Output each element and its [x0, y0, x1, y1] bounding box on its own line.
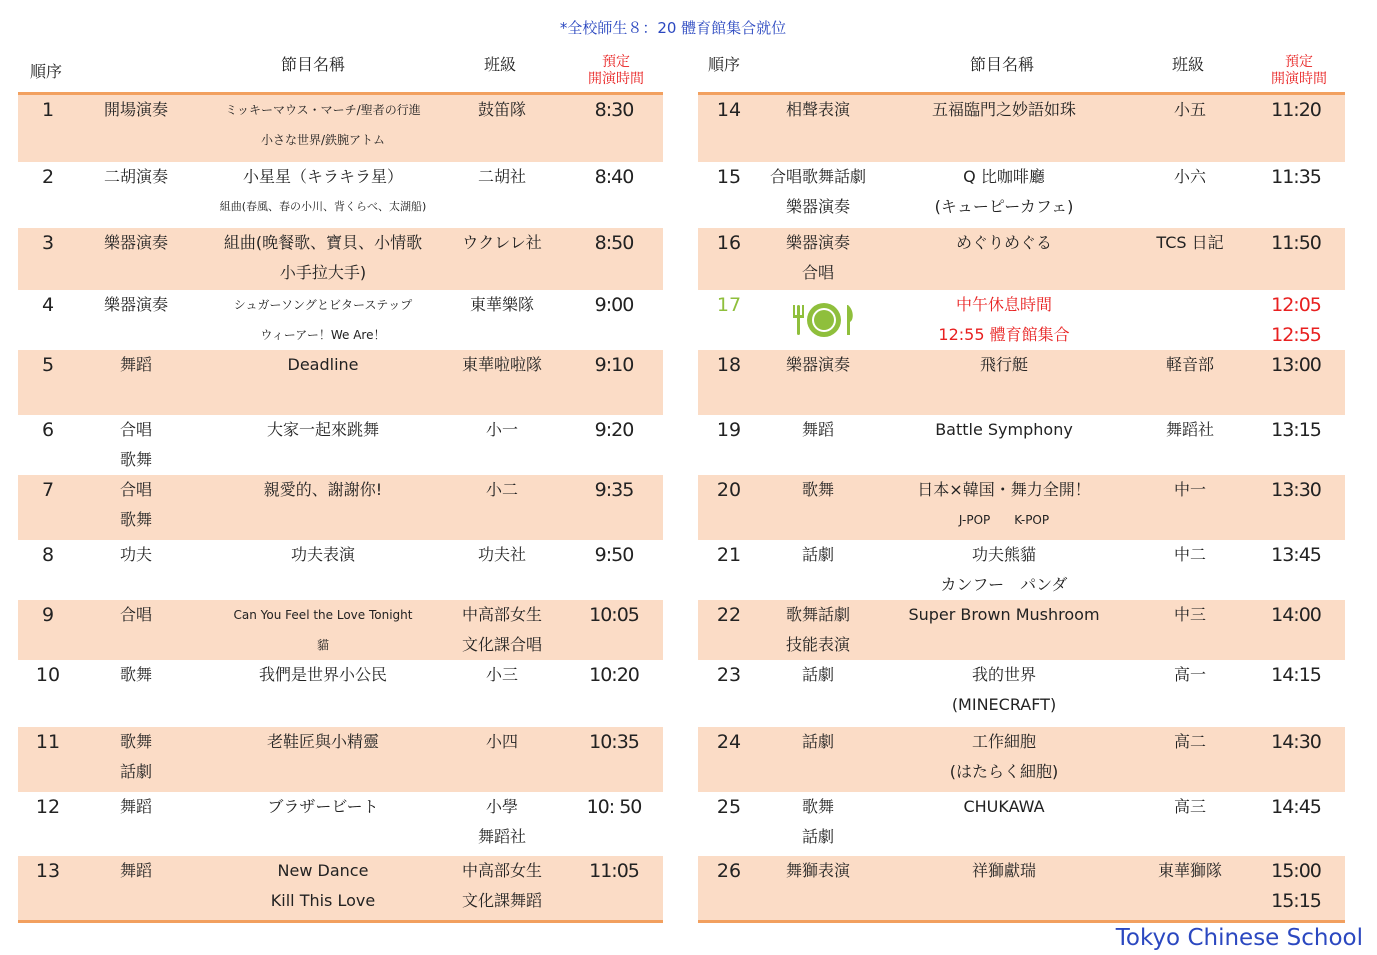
header-program: 節目名稱	[970, 55, 1035, 74]
genre: 樂器演奏	[785, 233, 850, 252]
program-title: 組曲(春風、春の小川、背くらべ、太湖船)	[219, 200, 427, 213]
program-title: ブラザービート	[267, 797, 379, 816]
order-number: 2	[41, 166, 55, 188]
program-title: Battle Symphony	[935, 420, 1073, 439]
order-number: 9	[41, 604, 55, 626]
genre: 舞蹈	[801, 420, 834, 439]
genre: 合唱	[801, 263, 834, 282]
program-title: カンフー パンダ	[940, 575, 1068, 594]
genre: 合唱	[119, 480, 152, 499]
program-row	[18, 228, 663, 290]
program-title: 老鞋匠與小精靈	[266, 732, 379, 751]
lunch-break-row	[698, 290, 1345, 350]
program-row	[698, 475, 1345, 540]
class-name: 高二	[1173, 732, 1206, 751]
class-name: 二胡社	[477, 167, 526, 186]
program-title: 貓	[316, 638, 329, 652]
program-title: 大家一起來跳舞	[266, 420, 379, 439]
order-number: 19	[716, 419, 742, 441]
program-title: J-POP K-POP	[958, 513, 1050, 527]
program-title: 祥獅獻瑞	[971, 861, 1036, 880]
header-time-line1: 預定	[602, 54, 630, 70]
header-time	[1263, 54, 1335, 88]
program-title: 小手拉大手)	[279, 263, 367, 282]
start-time: 8:40	[594, 166, 634, 188]
program-title: ミッキーマウス・マーチ/聖者の行進	[225, 103, 421, 117]
program-title: 飛行艇	[979, 355, 1028, 374]
program-row	[18, 162, 663, 228]
class-name: 高三	[1173, 797, 1206, 816]
genre: 合唱	[119, 605, 152, 624]
program-title: Super Brown Mushroom	[908, 605, 1100, 624]
class-name: 小五	[1173, 100, 1206, 119]
program-row	[698, 727, 1345, 792]
class-name: 小學	[485, 797, 518, 816]
start-time: 15:00	[1271, 860, 1321, 882]
header-class: 班級	[484, 55, 517, 74]
program-title: 小さな世界/鉄腕アトム	[260, 133, 386, 147]
header-class: 班級	[1172, 55, 1205, 74]
program-row	[698, 162, 1345, 228]
program-row	[698, 350, 1345, 415]
order-number: 6	[41, 419, 55, 441]
genre: 話劇	[801, 732, 834, 751]
program-row	[18, 475, 663, 540]
header-program: 節目名稱	[281, 55, 346, 74]
genre: 歌舞	[801, 797, 834, 816]
table-bottom-rule	[18, 920, 663, 923]
start-time: 10: 50	[586, 796, 642, 818]
genre: 樂器演奏	[785, 197, 850, 216]
genre: 話劇	[801, 665, 834, 684]
header-order: 順序	[30, 62, 63, 81]
order-number: 5	[41, 354, 55, 376]
program-title: Can You Feel the Love Tonight	[233, 608, 413, 622]
start-time: 8:30	[594, 99, 634, 121]
start-time: 9:35	[594, 479, 634, 501]
start-time: 14:00	[1271, 604, 1321, 626]
program-title: Q 比咖啡廳	[963, 167, 1045, 186]
program-row	[18, 95, 663, 162]
genre: 歌舞	[801, 480, 834, 499]
program-row	[18, 290, 663, 350]
order-number: 26	[716, 860, 742, 882]
program-row	[698, 540, 1345, 600]
class-name: 中高部女生	[461, 861, 542, 880]
program-title: 我的世界	[971, 665, 1036, 684]
start-time: 14:45	[1271, 796, 1321, 818]
header-time-line2: 開演時間	[588, 71, 644, 87]
class-name: 小六	[1173, 167, 1206, 186]
start-time: 10:05	[589, 604, 639, 626]
program-row	[698, 415, 1345, 475]
class-name: 高一	[1173, 665, 1206, 684]
program-title: 親愛的、謝謝你!	[263, 480, 383, 499]
program-title: Kill This Love	[270, 891, 376, 910]
program-title: 小星星（キラキラ星）	[242, 167, 403, 186]
class-name: 中高部女生	[461, 605, 542, 624]
table-bottom-rule	[698, 920, 1345, 923]
class-name: 小一	[485, 420, 518, 439]
start-time: 13:00	[1271, 354, 1321, 376]
header-time	[581, 54, 651, 88]
program-title: New Dance	[277, 861, 369, 880]
program-title: (キューピーカフェ)	[934, 197, 1074, 216]
class-name: 小二	[485, 480, 518, 499]
program-title: 我們是世界小公民	[258, 665, 387, 684]
genre: 話劇	[801, 827, 834, 846]
order-number: 11	[35, 731, 61, 753]
order-number: 23	[716, 664, 742, 686]
program-title: 12:55 體育館集合	[938, 325, 1070, 344]
program-title: シュガーソングとビターステップ	[233, 298, 413, 312]
order-number: 24	[716, 731, 742, 753]
program-row	[18, 415, 663, 475]
genre: 舞蹈	[119, 797, 152, 816]
start-time: 9:10	[594, 354, 634, 376]
genre: 相聲表演	[785, 100, 850, 119]
genre: 舞蹈	[119, 355, 152, 374]
class-name: 文化課舞蹈	[461, 891, 542, 910]
start-time: 11:20	[1271, 99, 1321, 121]
program-title: 工作細胞	[971, 732, 1036, 751]
start-time: 14:15	[1271, 664, 1321, 686]
order-number: 13	[35, 860, 61, 882]
order-number: 12	[35, 796, 61, 818]
header-time-line2: 開演時間	[1271, 71, 1327, 87]
start-time: 9:50	[594, 544, 634, 566]
order-number: 17	[716, 294, 742, 316]
program-row	[698, 856, 1345, 920]
table-header	[18, 0, 663, 95]
start-time: 8:50	[594, 232, 634, 254]
program-row	[18, 350, 663, 415]
start-time: 10:20	[589, 664, 639, 686]
class-name: 中二	[1173, 545, 1206, 564]
program-row	[698, 600, 1345, 660]
start-time: 12:55	[1271, 324, 1321, 346]
genre: 話劇	[119, 762, 152, 781]
class-name: ウクレレ社	[462, 233, 542, 252]
program-title: 五福臨門之妙語如珠	[931, 100, 1076, 119]
order-number: 1	[41, 99, 55, 121]
order-number: 3	[41, 232, 55, 254]
table-header	[698, 0, 1345, 95]
genre: 合唱歌舞話劇	[769, 167, 866, 186]
genre: 舞獅表演	[785, 861, 850, 880]
program-row	[18, 660, 663, 727]
program-title: CHUKAWA	[963, 797, 1045, 816]
notice: *全校師生８：20 體育館集合就位	[559, 19, 787, 37]
program-title: (MINECRAFT)	[951, 695, 1057, 714]
class-name: 東華獅隊	[1157, 861, 1222, 880]
genre: 二胡演奏	[103, 167, 168, 186]
class-name: 小四	[485, 732, 518, 751]
program-title: 中午休息時間	[955, 295, 1052, 314]
order-number: 8	[41, 544, 55, 566]
start-time: 11:50	[1271, 232, 1321, 254]
header-order: 順序	[708, 55, 741, 74]
genre: 話劇	[801, 545, 834, 564]
genre: 歌舞	[119, 732, 152, 751]
order-number: 16	[716, 232, 742, 254]
program-row	[18, 727, 663, 792]
order-number: 18	[716, 354, 742, 376]
school-brand: Tokyo Chinese School	[1115, 925, 1363, 951]
plate-fork-knife-icon	[792, 302, 856, 342]
start-time: 11:05	[589, 860, 639, 882]
order-number: 25	[716, 796, 742, 818]
start-time: 10:35	[589, 731, 639, 753]
class-name: TCS 日記	[1156, 233, 1224, 252]
program-title: 日本×韓国・舞力全開！	[917, 480, 1091, 499]
program-row	[18, 792, 663, 856]
program-row	[18, 600, 663, 660]
start-time: 13:45	[1271, 544, 1321, 566]
start-time: 9:00	[594, 294, 634, 316]
class-name: 文化課合唱	[461, 635, 542, 654]
class-name: 東華樂隊	[469, 295, 534, 314]
start-time: 12:05	[1271, 294, 1321, 316]
class-name: 軽音部	[1165, 355, 1214, 374]
program-row	[698, 792, 1345, 856]
order-number: 4	[41, 294, 55, 316]
class-name: 功夫社	[477, 545, 526, 564]
order-number: 20	[716, 479, 742, 501]
class-name: 小三	[485, 665, 518, 684]
program-title: 功夫表演	[290, 545, 355, 564]
genre: 技能表演	[785, 635, 850, 654]
program-title: めぐりめぐる	[955, 233, 1052, 252]
class-name: 舞蹈社	[477, 827, 526, 846]
order-number: 22	[716, 604, 742, 626]
program-title: (はたらく細胞)	[949, 762, 1059, 781]
genre: 樂器演奏	[103, 295, 168, 314]
class-name: 中三	[1173, 605, 1206, 624]
genre: 樂器演奏	[103, 233, 168, 252]
start-time: 13:30	[1271, 479, 1321, 501]
class-name: 東華啦啦隊	[461, 355, 542, 374]
order-number: 14	[716, 99, 742, 121]
genre: 舞蹈	[119, 861, 152, 880]
start-time: 9:20	[594, 419, 634, 441]
program-title: Deadline	[287, 355, 359, 374]
start-time: 15:15	[1271, 890, 1321, 912]
genre: 開場演奏	[103, 100, 168, 119]
genre: 歌舞話劇	[785, 605, 850, 624]
program-row	[18, 856, 663, 920]
genre: 歌舞	[119, 510, 152, 529]
program-title: ウィーアー！We Are！	[260, 328, 386, 342]
program-title: 功夫熊貓	[971, 545, 1036, 564]
genre: 功夫	[119, 545, 152, 564]
program-row	[698, 660, 1345, 727]
class-name: 舞蹈社	[1165, 420, 1214, 439]
program-row	[18, 540, 663, 600]
order-number: 21	[716, 544, 742, 566]
order-number: 7	[41, 479, 55, 501]
genre: 歌舞	[119, 665, 152, 684]
genre: 樂器演奏	[785, 355, 850, 374]
order-number: 10	[35, 664, 61, 686]
header-time-line1: 預定	[1285, 54, 1313, 70]
genre: 歌舞	[119, 450, 152, 469]
program-title: 組曲(晚餐歌、寶貝、小情歌	[223, 233, 423, 252]
order-number: 15	[716, 166, 742, 188]
start-time: 14:30	[1271, 731, 1321, 753]
class-name: 中一	[1173, 480, 1206, 499]
start-time: 11:35	[1271, 166, 1321, 188]
class-name: 鼓笛隊	[477, 100, 526, 119]
program-row	[698, 228, 1345, 290]
genre: 合唱	[119, 420, 152, 439]
program-row	[698, 95, 1345, 162]
start-time: 13:15	[1271, 419, 1321, 441]
